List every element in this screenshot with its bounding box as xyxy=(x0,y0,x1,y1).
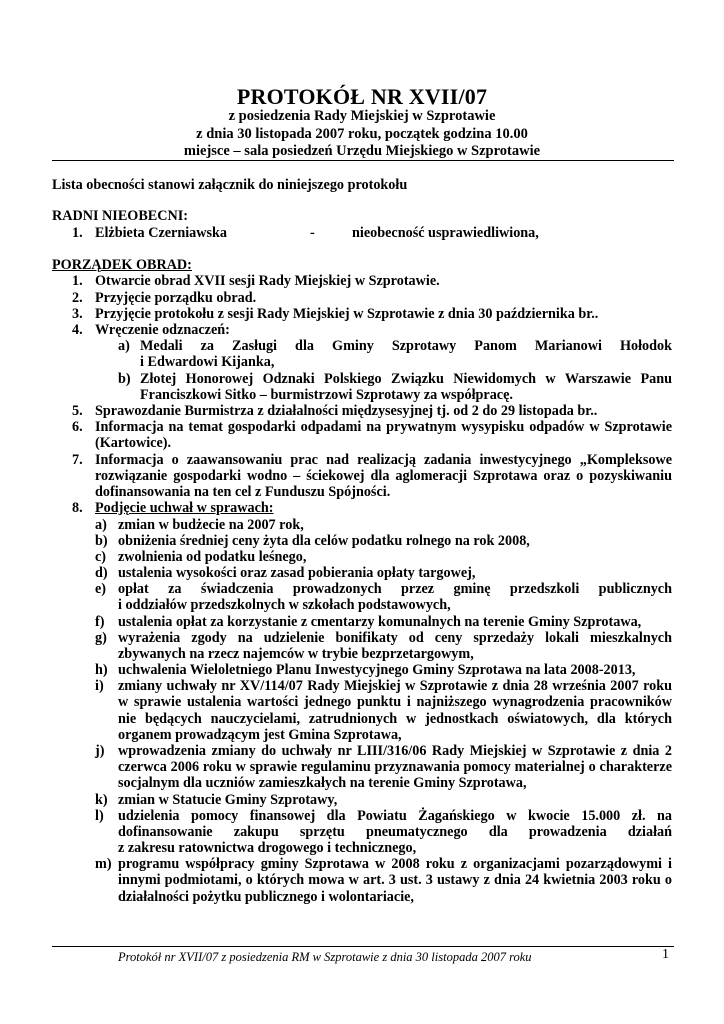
agenda-num-8: 8. xyxy=(72,500,83,516)
res-j-cont: czerwca 2006 roku w sprawie regulaminu przyznawania pomocy materialnej o charakterze xyxy=(118,759,672,775)
footer-divider xyxy=(52,946,674,947)
res-b: obniżenia średniej ceny żyta dla celów podatku rolnego na rok 2008, xyxy=(118,533,530,549)
res-f: ustalenia opłat za korzystanie z cmentarzy komunalnych na terenie Gminy Szprotawa, xyxy=(118,614,642,630)
res-g: wyrażenia zgody na udzielenie bonifikaty od ceny sprzedaży lokali mieszkalnych xyxy=(118,630,672,646)
res-c: zwolnienia od podatku leśnego, xyxy=(118,549,307,565)
subitem-4b-letter: b) xyxy=(118,371,131,387)
res-m-cont2: działalności pożytku publicznego i wolontariacie, xyxy=(118,889,414,905)
agenda-num-6: 6. xyxy=(72,419,83,435)
subitem-4b-cont: Franciszkowi Sitko – burmistrzowi Szprotawy za współpracę. xyxy=(140,387,513,403)
agenda-item-8: Podjęcie uchwał w sprawach: xyxy=(95,500,274,516)
res-g-cont: zbywanych na rzecz najemców w trybie bezprzetargowym, xyxy=(118,646,474,662)
agenda-heading: PORZĄDEK OBRAD: xyxy=(52,257,192,273)
res-h-letter: h) xyxy=(95,662,108,678)
absent-name: Elżbieta Czerniawska xyxy=(95,225,228,241)
res-e-letter: e) xyxy=(95,581,107,597)
res-m-cont: innymi podmiotami, o których mowa w art. 3 ust. 3 ustawy z dnia 24 kwietnia 2003 roku o xyxy=(118,872,672,888)
res-h: uchwalenia Wieloletniego Planu Inwestycyjnego Gminy Szprotawa na lata 2008-2013, xyxy=(118,662,636,678)
res-g-letter: g) xyxy=(95,630,107,646)
absent-dash: - xyxy=(310,225,315,241)
res-j-cont2: socjalnym dla uczniów zamieszkałych na terenie Gminy Szprotawa, xyxy=(118,775,527,791)
res-d: ustalenia wysokości oraz zasad pobierania opłaty targowej, xyxy=(118,565,476,581)
res-k: zmian w Statucie Gminy Szprotawy, xyxy=(118,792,338,808)
subitem-4a-cont: i Edwardowi Kijanka, xyxy=(140,354,275,370)
page-number: 1 xyxy=(662,947,669,962)
agenda-item-6-cont: (Kartowice). xyxy=(95,435,172,451)
agenda-item-4: Wręczenie odznaczeń: xyxy=(95,322,230,338)
agenda-num-5: 5. xyxy=(72,403,83,419)
res-e: opłat za świadczenia prowadzonych przez gminę przedszkoli publicznych xyxy=(118,581,672,597)
header-divider xyxy=(52,160,674,161)
absent-number: 1. xyxy=(72,225,83,241)
session-subtitle: z posiedzenia Rady Miejskiej w Szprotawie xyxy=(228,108,496,124)
res-j-letter: j) xyxy=(95,743,105,759)
res-a: zmian w budżecie na 2007 rok, xyxy=(118,517,304,533)
footer-text: Protokół nr XVII/07 z posiedzenia RM w Szprotawie z dnia 30 listopada 2007 roku xyxy=(118,950,532,964)
attendance-note: Lista obecności stanowi załącznik do niniejszego protokołu xyxy=(52,177,408,193)
res-i-cont2: nie będących nauczycielami, zatrudnionych w jednostkach oświatowych, dla których xyxy=(118,711,672,727)
agenda-num-3: 3. xyxy=(72,306,83,322)
res-f-letter: f) xyxy=(95,614,105,630)
res-i: zmiany uchwały nr XV/114/07 Rady Miejskiej w Szprotawie z dnia 28 września 2007 roku xyxy=(118,678,672,694)
agenda-item-2: Przyjęcie porządku obrad. xyxy=(95,290,257,306)
document-title: PROTOKÓŁ NR XVII/07 xyxy=(236,84,488,109)
absent-heading: RADNI NIEOBECNI: xyxy=(52,208,188,224)
res-m-letter: m) xyxy=(95,856,112,872)
agenda-item-7: Informacja o zaawansowaniu prac nad realizacją zadania inwestycyjnego „Kompleksowe xyxy=(95,452,672,468)
agenda-num-2: 2. xyxy=(72,290,83,306)
res-m: programu współpracy gminy Szprotawa w 2008 roku z organizacjami pozarządowymi i xyxy=(118,856,672,872)
agenda-item-6: Informacja na temat gospodarki odpadami na prywatnym wysypisku odpadów w Szprotawie xyxy=(95,419,672,435)
subitem-4a: Medali za Zasługi dla Gminy Szprotawy Panom Marianowi Hołodok xyxy=(140,338,672,354)
res-d-letter: d) xyxy=(95,565,108,581)
agenda-num-4: 4. xyxy=(72,322,83,338)
agenda-num-7: 7. xyxy=(72,452,83,468)
session-date: z dnia 30 listopada 2007 roku, początek godzina 10.00 xyxy=(196,126,528,142)
absent-status: nieobecność usprawiedliwiona, xyxy=(352,225,539,241)
session-location: miejsce – sala posiedzeń Urzędu Miejskiego w Szprotawie xyxy=(183,143,541,159)
agenda-num-1: 1. xyxy=(72,273,83,289)
agenda-item-3: Przyjęcie protokołu z sesji Rady Miejskiej w Szprotawie z dnia 30 października br.. xyxy=(95,306,599,322)
res-i-cont3: organem prowadzącym jest Gmina Szprotawa, xyxy=(118,727,402,743)
res-k-letter: k) xyxy=(95,792,108,808)
subitem-4b: Złotej Honorowej Odznaki Polskiego Związku Niewidomych w Warszawie Panu xyxy=(140,371,672,387)
agenda-item-5: Sprawozdanie Burmistrza z działalności międzysesyjnej tj. od 2 do 29 listopada br.. xyxy=(95,403,598,419)
res-i-cont: w sprawie ustalenia wartości jednego punktu i najniższego wynagrodzenia pracowników xyxy=(118,694,672,710)
res-l: udzielenia pomocy finansowej dla Powiatu Żagańskiego w kwocie 15.000 zł. na xyxy=(118,808,672,824)
subitem-4a-letter: a) xyxy=(118,338,130,354)
res-b-letter: b) xyxy=(95,533,108,549)
res-j: wprowadzenia zmiany do uchwały nr LIII/316/06 Rady Miejskiej w Szprotawie z dnia 2 xyxy=(118,743,672,759)
res-i-letter: i) xyxy=(95,678,104,694)
res-l-cont2: z zakresu ratownictwa drogowego i technicznego, xyxy=(118,840,417,856)
res-e-cont: i oddziałów przedszkolnych w szkołach podstawowych, xyxy=(118,597,451,613)
agenda-item-1: Otwarcie obrad XVII sesji Rady Miejskiej w Szprotawie. xyxy=(95,273,440,289)
res-c-letter: c) xyxy=(95,549,107,565)
agenda-item-7-cont: rozwiązanie gospodarki wodno – ściekowej dla aglomeracji Szprotawa oraz o pozyskiwaniu xyxy=(95,468,672,484)
res-l-cont: dofinansowanie zakupu sprzętu pneumatycznego dla prowadzenia działań xyxy=(118,824,672,840)
res-a-letter: a) xyxy=(95,517,107,533)
res-l-letter: l) xyxy=(95,808,104,824)
agenda-item-7-cont2: dofinansowania na ten cel z Funduszu Spójności. xyxy=(95,484,391,500)
